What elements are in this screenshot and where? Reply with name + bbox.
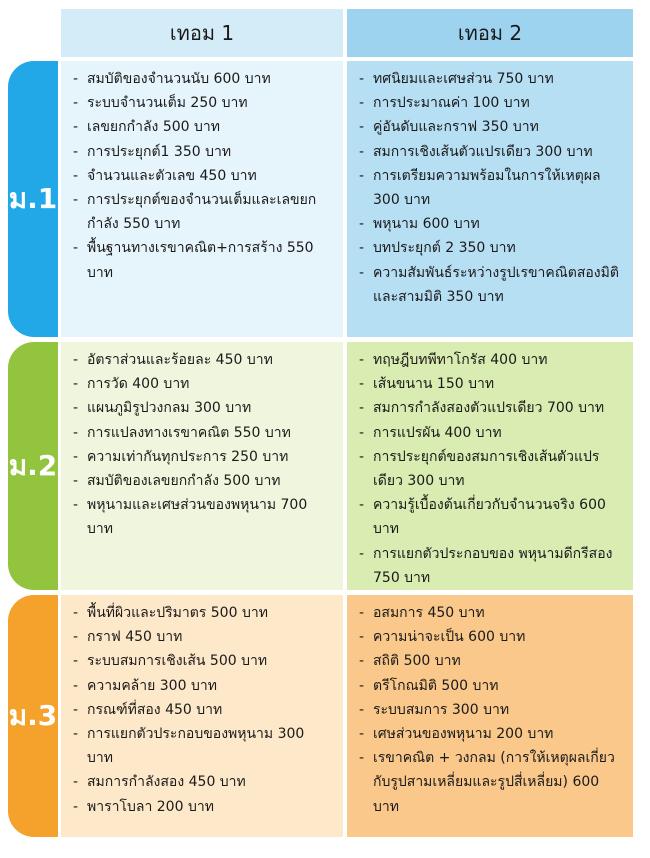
list-item: - ความคล้าย 300 บาท bbox=[73, 674, 333, 698]
list-item: - สมการกำลังสองตัวแปรเดียว 700 บาท bbox=[359, 396, 623, 420]
list-item: - พหุนาม 600 บาท bbox=[359, 212, 623, 236]
list-item: - กราฟ 450 บาท bbox=[73, 625, 333, 649]
list-item: - พื้นฐานทางเรขาคณิต+การสร้าง 550 บาท bbox=[73, 236, 333, 284]
header-term-2: เทอม 2 bbox=[347, 9, 633, 57]
cell-m2-term1 bbox=[61, 342, 343, 590]
header-term-1: เทอม 1 bbox=[61, 9, 343, 57]
list-item: - จำนวนและตัวเลข 450 บาท bbox=[73, 164, 333, 188]
list-item: - เรขาคณิต + วงกลม (การให้เหตุผลเกี่ยวกับรูปสามเหลี่ยมและรูปสี่เหลี่ยม) 600 บาท bbox=[359, 746, 623, 819]
list-item: - กรณฑ์ที่สอง 450 บาท bbox=[73, 698, 333, 722]
list-item: - สถิติ 500 บาท bbox=[359, 649, 623, 673]
list-item: - พหุนามและเศษส่วนของพหุนาม 700 บาท bbox=[73, 493, 333, 541]
list-item: - ระบบสมการเชิงเส้น 500 บาท bbox=[73, 649, 333, 673]
course-list bbox=[73, 67, 333, 285]
cell-m2-term2 bbox=[347, 342, 633, 590]
list-item: - การวัด 400 บาท bbox=[73, 372, 333, 396]
list-item: - สมบัติของเลขยกกำลัง 500 บาท bbox=[73, 469, 333, 493]
list-item: - การเตรียมความพร้อมในการให้เหตุผล 300 บาท bbox=[359, 164, 623, 212]
list-item: - การประยุกต์ของจำนวนเต็มและเลขยกกำลัง 550 บาท bbox=[73, 188, 333, 236]
list-item: - ความเท่ากันทุกประการ 250 บาท bbox=[73, 445, 333, 469]
list-item: - อัตราส่วนและร้อยละ 450 บาท bbox=[73, 348, 333, 372]
list-item: - การแปลงทางเรขาคณิต 550 บาท bbox=[73, 421, 333, 445]
list-item: - ทฤษฎีบทพีทาโกรัส 400 บาท bbox=[359, 348, 623, 372]
list-item: - การประมาณค่า 100 บาท bbox=[359, 91, 623, 115]
list-item: - สมการกำลังสอง 450 บาท bbox=[73, 770, 333, 794]
list-item: - การประยุกต์ของสมการเชิงเส้นตัวแปรเดียว 300 บาท bbox=[359, 445, 623, 493]
list-item: - คู่อันดับและกราฟ 350 บาท bbox=[359, 115, 623, 139]
list-item: - พาราโบลา 200 บาท bbox=[73, 795, 333, 819]
list-item: - ความน่าจะเป็น 600 บาท bbox=[359, 625, 623, 649]
list-item: - ตรีโกณมิติ 500 บาท bbox=[359, 674, 623, 698]
list-item: - การแยกตัวประกอบของ พหุนามดีกรีสอง 750 บาท bbox=[359, 542, 623, 590]
grade-tab-m3: ม.3 bbox=[8, 595, 58, 837]
list-item: - ความรู้เบื้องต้นเกี่ยวกับจำนวนจริง 600 บาท bbox=[359, 493, 623, 541]
cell-m3-term2 bbox=[347, 595, 633, 837]
cell-m1-term1 bbox=[61, 61, 343, 337]
list-item: - การแยกตัวประกอบของพหุนาม 300 บาท bbox=[73, 722, 333, 770]
list-item: - สมบัติของจำนวนนับ 600 บาท bbox=[73, 67, 333, 91]
grade-tab-m1: ม.1 bbox=[8, 61, 58, 337]
list-item: - สมการเชิงเส้นตัวแปรเดียว 300 บาท bbox=[359, 140, 623, 164]
list-item: - แผนภูมิรูปวงกลม 300 บาท bbox=[73, 396, 333, 420]
list-item: - เลขยกกำลัง 500 บาท bbox=[73, 115, 333, 139]
course-list bbox=[359, 67, 623, 309]
list-item: - การแปรผัน 400 บาท bbox=[359, 421, 623, 445]
course-list bbox=[359, 348, 623, 590]
list-item: - บทประยุกต์ 2 350 บาท bbox=[359, 236, 623, 260]
course-list bbox=[73, 348, 333, 542]
cell-m3-term1 bbox=[61, 595, 343, 837]
grade-tab-m2: ม.2 bbox=[8, 342, 58, 590]
list-item: - การประยุกต์1 350 บาท bbox=[73, 140, 333, 164]
list-item: - ทศนิยมและเศษส่วน 750 บาท bbox=[359, 67, 623, 91]
list-item: - ความสัมพันธ์ระหว่างรูปเรขาคณิตสองมิติและสามมิติ 350 บาท bbox=[359, 261, 623, 309]
course-list bbox=[359, 601, 623, 819]
list-item: - พื้นที่ผิวและปริมาตร 500 บาท bbox=[73, 601, 333, 625]
list-item: - ระบบจำนวนเต็ม 250 บาท bbox=[73, 91, 333, 115]
course-list bbox=[73, 601, 333, 819]
list-item: - เส้นขนาน 150 บาท bbox=[359, 372, 623, 396]
cell-m1-term2 bbox=[347, 61, 633, 337]
list-item: - เศษส่วนของพหุนาม 200 บาท bbox=[359, 722, 623, 746]
list-item: - อสมการ 450 บาท bbox=[359, 601, 623, 625]
list-item: - ระบบสมการ 300 บาท bbox=[359, 698, 623, 722]
